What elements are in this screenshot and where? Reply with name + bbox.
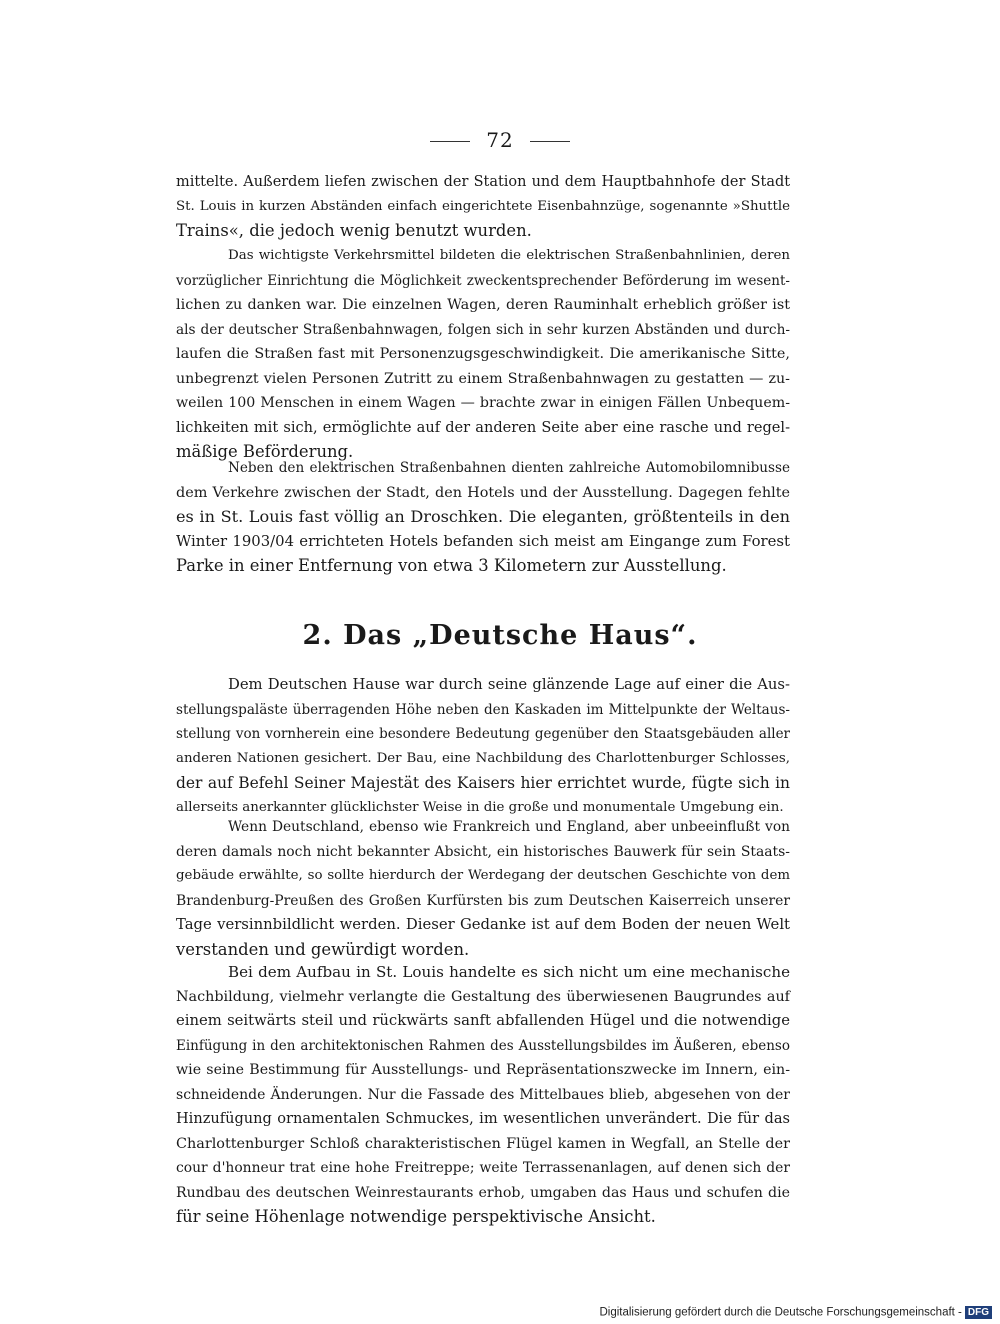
text-line: verstanden und gewürdigt worden. [176, 939, 470, 959]
paragraph-3 [176, 456, 790, 579]
paragraph-5 [176, 815, 790, 962]
text-line: einem seitwärts steil und rückwärts sanft abfallenden Hügel und die notwendige [176, 1012, 790, 1029]
text-line: anderen Nationen gesichert. Der Bau, eine Nachbildung des Charlottenburger Schlosses, [176, 750, 790, 766]
ornament-dash-left [430, 141, 470, 142]
section-heading: 2. Das „Deutsche Haus“. [302, 620, 698, 651]
text-line: der auf Befehl Seiner Majestät des Kaisers hier errichtet wurde, fügte sich in [176, 774, 790, 792]
text-line: Rundbau des deutschen Weinrestaurants erhob, umgaben das Haus und schufen die [176, 1184, 790, 1201]
paragraph-2 [176, 244, 790, 465]
text-line: stellungspaläste überragenden Höhe neben den Kaskaden im Mittelpunkte der Weltaus- [176, 701, 790, 718]
text-line: Wenn Deutschland, ebenso wie Frankreich und England, aber unbeeinflußt von [228, 819, 790, 835]
text-line: für seine Höhenlage notwendige perspektivische Ansicht. [176, 1207, 656, 1226]
text-line: es in St. Louis fast völlig an Droschken. Die eleganten, größtenteils in den [176, 507, 790, 526]
text-line: wie seine Bestimmung für Ausstellungs- und Repräsentationszwecke im Innern, ein- [176, 1062, 790, 1078]
text-line: Das wichtigste Verkehrsmittel bildeten die elektrischen Straßenbahnlinien, deren [228, 248, 790, 263]
text-line: allerseits anerkannter glücklichster Weise in die große und monumentale Umgebung ein. [176, 799, 784, 815]
text-line: St. Louis in kurzen Abständen einfach eingerichtete Eisenbahnzüge, sogenannte »Shuttle [176, 198, 790, 214]
text-line: mäßige Beförderung. [176, 442, 354, 461]
text-line: mittelte. Außerdem liefen zwischen der Station und dem Hauptbahnhofe der Stadt [176, 174, 790, 190]
text-line: stellung von vornherein eine besondere Bedeutung gegenüber den Staatsgebäuden aller [176, 726, 790, 742]
text-line: lichen zu danken war. Die einzelnen Wagen, deren Rauminhalt erheblich größer ist [176, 297, 790, 313]
text-line: unbegrenzt vielen Personen Zutritt zu einem Straßenbahnwagen zu gestatten — zu- [176, 370, 790, 387]
text-line: Winter 1903/04 errichteten Hotels befanden sich meist am Eingange zum Forest [176, 532, 790, 550]
ornament-dash-right [530, 141, 570, 142]
dfg-logo: DFG [965, 1306, 992, 1319]
text-line: Charlottenburger Schloß charakteristischen Flügel kamen in Wegfall, an Stelle der [176, 1135, 790, 1152]
page-number-text: 72 [486, 128, 514, 152]
text-line: Nachbildung, vielmehr verlangte die Gestaltung des überwiesenen Baugrundes auf [176, 988, 790, 1005]
footer-text: Digitalisierung gefördert durch die Deutsche Forschungsgemeinschaft - [599, 1306, 962, 1319]
text-line: Parke in einer Entfernung von etwa 3 Kilometern zur Ausstellung. [176, 556, 727, 575]
text-line: cour d'honneur trat eine hohe Freitreppe; weite Terrassenanlagen, auf denen sich der [176, 1160, 790, 1176]
text-line: Brandenburg-Preußen des Großen Kurfürsten bis zum Deutschen Kaiserreich unserer [176, 892, 790, 909]
text-line: Einfügung in den architektonischen Rahmen des Ausstellungsbildes im Äußeren, ebenso [176, 1037, 790, 1054]
text-line: schneidende Änderungen. Nur die Fassade des Mittelbaues blieb, abgesehen von der [176, 1086, 790, 1103]
text-line: gebäude erwählte, so sollte hierdurch der Werdegang der deutschen Geschichte von dem [176, 868, 790, 883]
text-line: als der deutscher Straßenbahnwagen, folgen sich in sehr kurzen Abständen und durch- [176, 321, 790, 338]
page-number [0, 128, 1000, 152]
text-line: Trains«, die jedoch wenig benutzt wurden. [176, 221, 532, 240]
text-line: Hinzufügung ornamentalen Schmuckes, im wesentlichen unverändert. Die für das [176, 1110, 790, 1127]
paragraph-4 [176, 673, 790, 820]
paragraph-6 [176, 960, 790, 1230]
text-line: laufen die Straßen fast mit Personenzugsgeschwindigkeit. Die amerikanische Sitte, [176, 346, 790, 362]
text-line: Tage versinnbildlicht werden. Dieser Gedanke ist auf dem Boden der neuen Welt [176, 916, 790, 933]
text-line: dem Verkehre zwischen der Stadt, den Hotels und der Ausstellung. Dagegen fehlte [176, 484, 790, 501]
text-line: weilen 100 Menschen in einem Wagen — brachte zwar in einigen Fällen Unbequem- [176, 395, 790, 411]
digitization-footer [599, 1306, 992, 1319]
paragraph-1 [176, 170, 790, 244]
text-line: deren damals noch nicht bekannter Absicht, ein historisches Bauwerk für sein Staats- [176, 843, 790, 860]
text-line: lichkeiten mit sich, ermöglichte auf der anderen Seite aber eine rasche und regel- [176, 418, 790, 436]
text-line: Neben den elektrischen Straßenbahnen dienten zahlreiche Automobilomnibusse [228, 460, 790, 476]
text-line: Bei dem Aufbau in St. Louis handelte es sich nicht um eine mechanische [228, 963, 790, 981]
text-line: vorzüglicher Einrichtung die Möglichkeit zweckentsprechender Beförderung im wesent- [176, 272, 790, 289]
text-line: Dem Deutschen Hause war durch seine glänzende Lage auf einer die Aus- [228, 676, 790, 693]
